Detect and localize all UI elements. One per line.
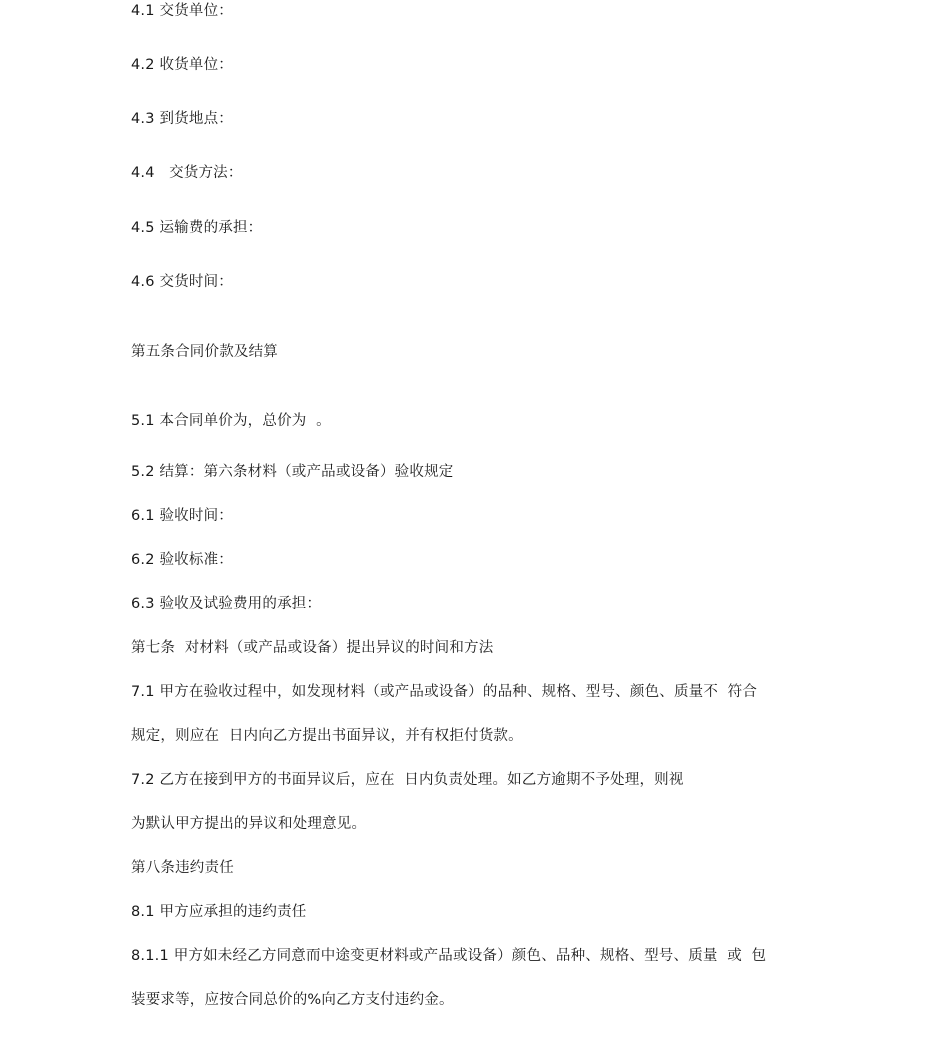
clause-4-2: 4.2 收货单位： bbox=[131, 57, 233, 73]
clause-8-1-1-line-2: 装要求等，应按合同总价的%向乙方支付违约金。 bbox=[131, 992, 454, 1008]
clause-7-2-line-2: 为默认甲方提出的异议和处理意见。 bbox=[131, 816, 367, 832]
clause-4-1: 4.1 交货单位： bbox=[131, 3, 233, 19]
article-8-heading: 第八条违约责任 bbox=[131, 860, 234, 876]
clause-6-1: 6.1 验收时间： bbox=[131, 508, 233, 524]
clause-7-2-line-1: 7.2 乙方在接到甲方的书面异议后，应在 日内负责处理。如乙方逾期不予处理，则视 bbox=[131, 772, 684, 788]
clause-4-4: 4.4 交货方法： bbox=[131, 165, 243, 181]
clause-4-3: 4.3 到货地点： bbox=[131, 111, 233, 127]
clause-6-2: 6.2 验收标准： bbox=[131, 552, 233, 568]
clause-5-1: 5.1 本合同单价为，总价为 。 bbox=[131, 413, 331, 429]
clause-7-1-line-2: 规定，则应在 日内向乙方提出书面异议，并有权拒付货款。 bbox=[131, 728, 523, 744]
clause-8-1: 8.1 甲方应承担的违约责任 bbox=[131, 904, 307, 920]
clause-5-2: 5.2 结算：第六条材料（或产品或设备）验收规定 bbox=[131, 464, 454, 480]
clause-6-3: 6.3 验收及试验费用的承担： bbox=[131, 596, 322, 612]
clause-4-5: 4.5 运输费的承担： bbox=[131, 220, 263, 236]
article-7-heading: 第七条 对材料（或产品或设备）提出异议的时间和方法 bbox=[131, 640, 494, 656]
clause-4-6: 4.6 交货时间： bbox=[131, 274, 233, 290]
clause-8-1-1-line-1: 8.1.1 甲方如未经乙方同意而中途变更材料或产品或设备）颜色、品种、规格、型号、质量 或 包 bbox=[131, 948, 767, 964]
article-5-heading: 第五条合同价款及结算 bbox=[131, 344, 278, 360]
clause-7-1-line-1: 7.1 甲方在验收过程中，如发现材料（或产品或设备）的品种、规格、型号、颜色、质量不 符合 bbox=[131, 684, 758, 700]
